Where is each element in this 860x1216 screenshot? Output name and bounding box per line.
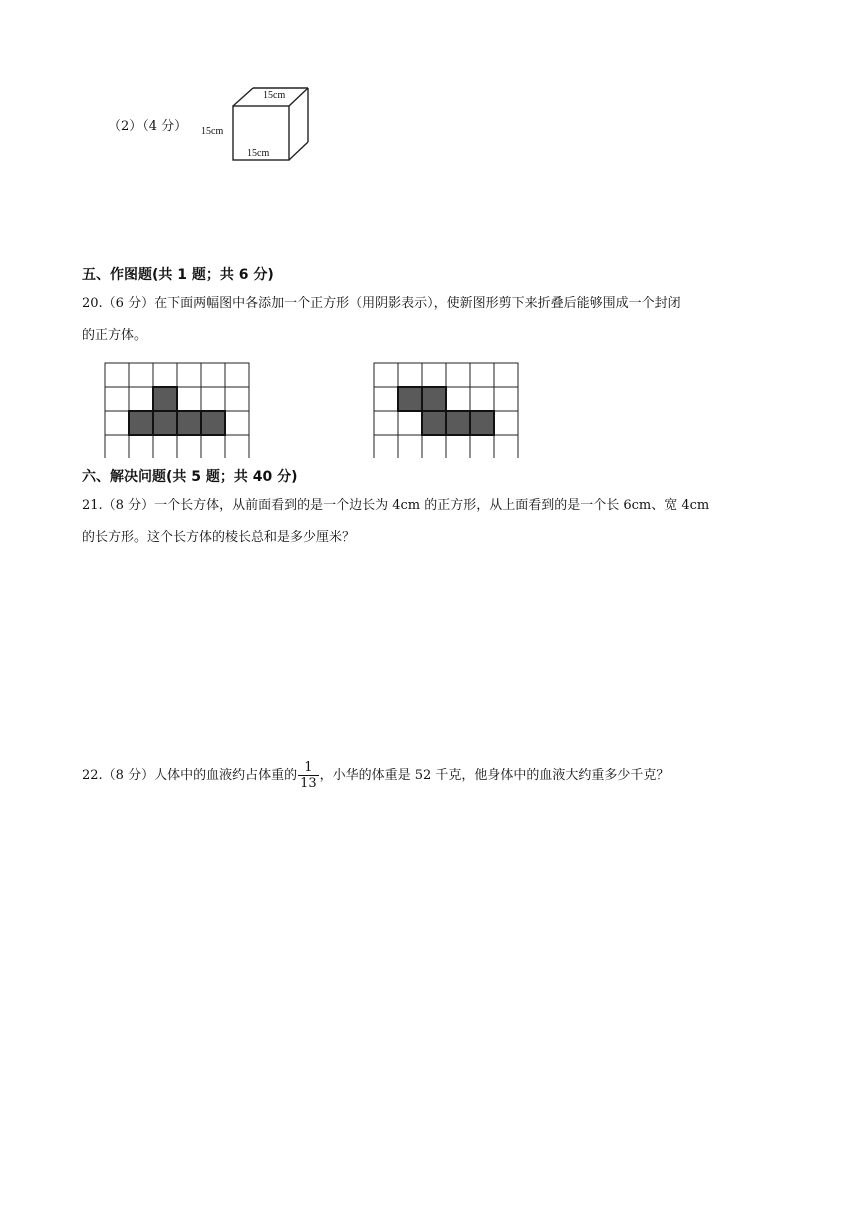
grid-a-shaded-cell[interactable] <box>153 411 177 435</box>
grid-b-shaded-cell[interactable] <box>422 411 446 435</box>
grid-b-cell[interactable] <box>398 411 422 435</box>
grid-a-cell[interactable] <box>129 387 153 411</box>
grid-b-cell[interactable] <box>494 411 518 435</box>
cube-figure <box>195 84 325 168</box>
grid-b-cell[interactable] <box>494 387 518 411</box>
grid-b-shaded-cell[interactable] <box>446 411 470 435</box>
grid-b-shaded-cell[interactable] <box>422 387 446 411</box>
grid-a-cell[interactable] <box>201 435 225 458</box>
q20-line1: 20.（6 分）在下面两幅图中各添加一个正方形（用阴影表示），使新图形剪下来折叠后能够围成一个封闭 <box>82 296 681 311</box>
grid-a-cell[interactable] <box>177 435 201 458</box>
grid-a-cell[interactable] <box>225 387 249 411</box>
grid-a-cell[interactable] <box>225 435 249 458</box>
grid-b-cell[interactable] <box>470 435 494 458</box>
grid-a-cell[interactable] <box>177 387 201 411</box>
grid-a-cell[interactable] <box>153 363 177 387</box>
q22-frac-num: 1 <box>298 760 319 776</box>
grid-b-cell[interactable] <box>398 363 422 387</box>
q22-frac-den: 13 <box>300 776 317 791</box>
grid-a-cell[interactable] <box>129 363 153 387</box>
section5-heading: 五、作图题(共 1 题；共 6 分) <box>82 267 274 283</box>
grid-a-cell[interactable] <box>105 411 129 435</box>
grid-b-cell[interactable] <box>422 363 446 387</box>
q20-line2: 的正方体。 <box>82 328 148 343</box>
grid-b-cell[interactable] <box>446 387 470 411</box>
grid-b-cell[interactable] <box>374 435 398 458</box>
q21-line2: 的长方形。这个长方体的棱长总和是多少厘米？ <box>82 530 356 545</box>
grid-b-cell[interactable] <box>374 411 398 435</box>
q21-line1: 21.（8 分）一个长方体，从前面看到的是一个边长为 4cm 的正方形，从上面看到的是一个长 6cm、宽 4cm <box>82 498 710 513</box>
grid-a-cell[interactable] <box>129 435 153 458</box>
cube-bottom-label: 15cm <box>247 148 270 159</box>
q22-after: ，小华的体重是 52 千克，他身体中的血液大约重多少千克？ <box>319 768 670 783</box>
grid-a-cell[interactable] <box>201 387 225 411</box>
grid-b-cell[interactable] <box>494 435 518 458</box>
grid-a-shaded-cell[interactable] <box>177 411 201 435</box>
grid-a-shaded-cell[interactable] <box>129 411 153 435</box>
grid-b-shaded-cell[interactable] <box>470 411 494 435</box>
grid-a-shaded-cell[interactable] <box>201 411 225 435</box>
grid-b-cell[interactable] <box>374 387 398 411</box>
grid-b-cell[interactable] <box>494 363 518 387</box>
q22-before: 22.（8 分）人体中的血液约占体重的 <box>82 768 298 783</box>
grid-b-cell[interactable] <box>470 387 494 411</box>
grid-b-cell[interactable] <box>470 363 494 387</box>
grid-b-cell[interactable] <box>398 435 422 458</box>
grid-a-cell[interactable] <box>105 435 129 458</box>
grid-b-drawing[interactable] <box>373 362 521 458</box>
cube-top-label: 15cm <box>263 90 286 101</box>
grid-b[interactable] <box>373 362 521 462</box>
grid-b-cell[interactable] <box>422 435 446 458</box>
grid-b-cell[interactable] <box>374 363 398 387</box>
grid-a-cell[interactable] <box>225 411 249 435</box>
grid-a-drawing[interactable] <box>104 362 252 458</box>
grid-b-shaded-cell[interactable] <box>398 387 422 411</box>
grid-b-cell[interactable] <box>446 363 470 387</box>
grid-a-cell[interactable] <box>105 387 129 411</box>
grid-b-cell[interactable] <box>446 435 470 458</box>
grid-a-cell[interactable] <box>225 363 249 387</box>
cube-left-label: 15cm <box>201 126 224 137</box>
q22-text <box>82 760 669 791</box>
grid-a-cell[interactable] <box>201 363 225 387</box>
grid-a[interactable] <box>104 362 252 462</box>
q19-part2-label: （2）（4 分） <box>108 119 188 134</box>
grid-a-cell[interactable] <box>153 435 177 458</box>
q22-fraction <box>298 760 319 791</box>
grid-a-cell[interactable] <box>177 363 201 387</box>
section6-heading: 六、解决问题(共 5 题；共 40 分) <box>82 469 298 485</box>
grid-a-shaded-cell[interactable] <box>153 387 177 411</box>
grid-a-cell[interactable] <box>105 363 129 387</box>
